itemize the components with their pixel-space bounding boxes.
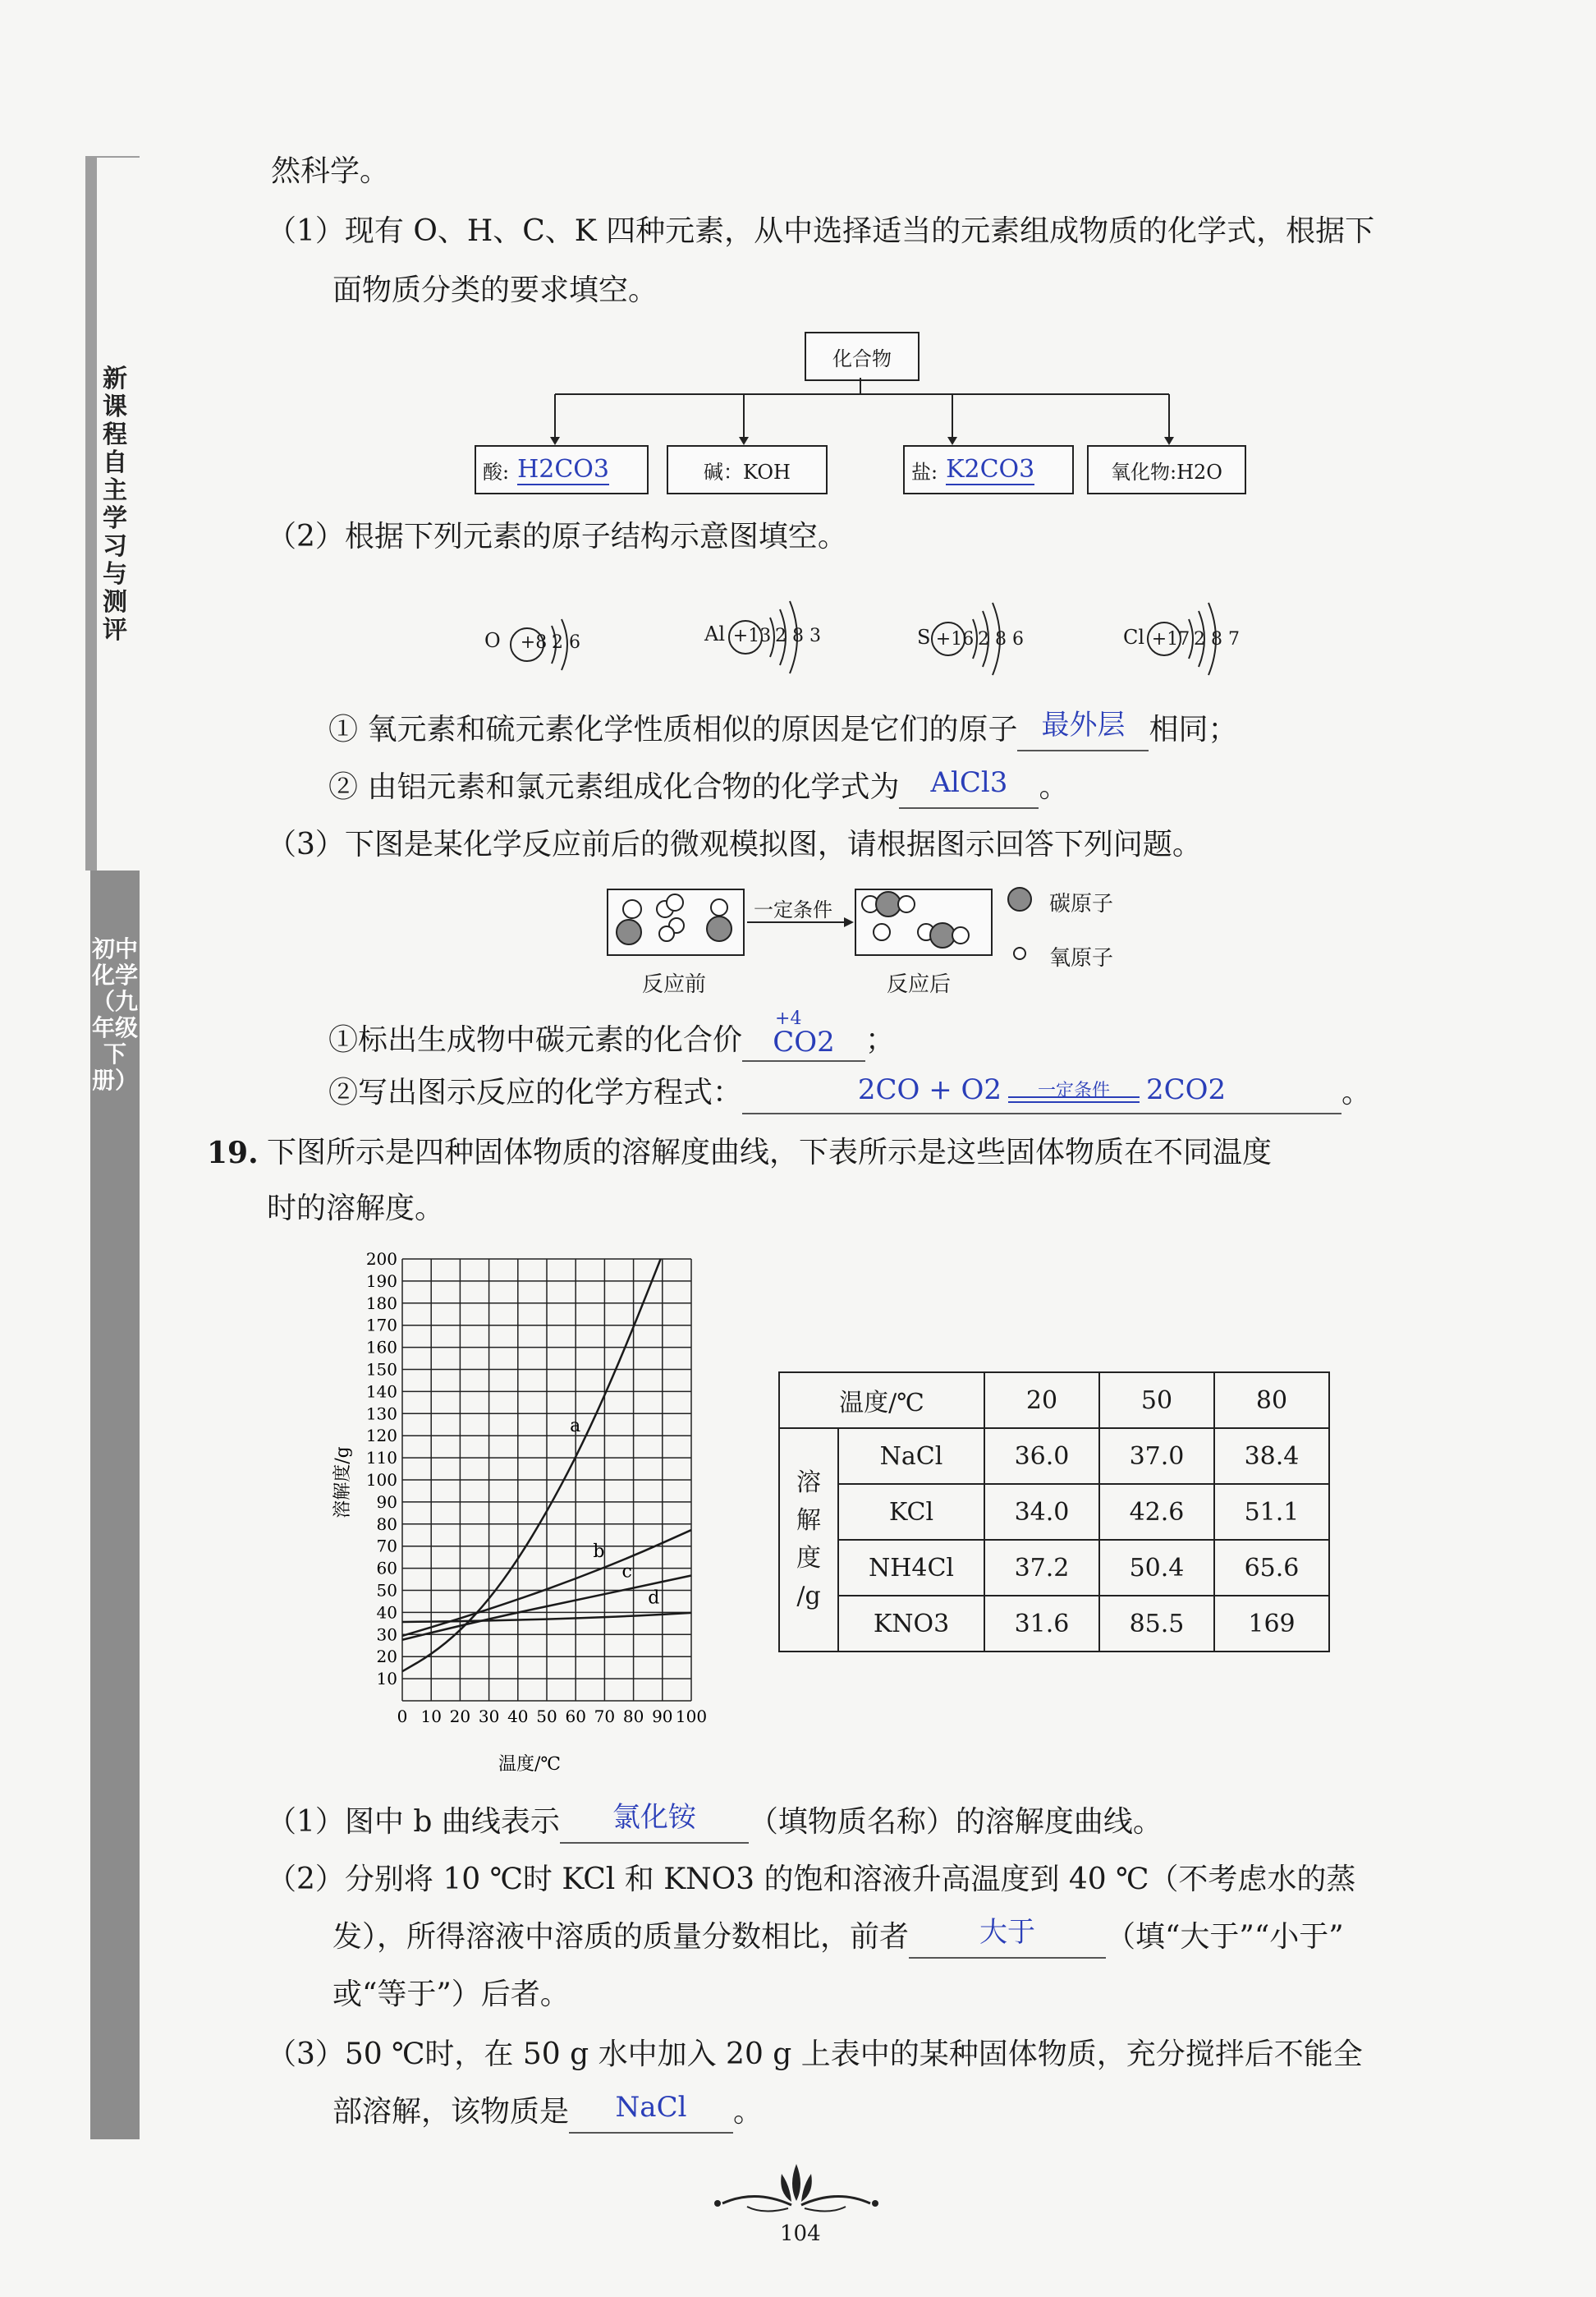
y-tick-label: 100	[365, 1470, 397, 1490]
salt-label: 盐:	[911, 460, 938, 484]
x-tick-label: 70	[594, 1707, 616, 1726]
cell: 38.4	[1214, 1428, 1329, 1484]
electron-shells: 2 6	[552, 632, 580, 653]
tree-acid	[475, 445, 649, 494]
row-name: NH4Cl	[838, 1540, 984, 1596]
curve-label-c: c	[621, 1561, 632, 1583]
atom-al	[704, 608, 869, 682]
side-char: /g	[796, 1582, 821, 1610]
acid-label: 酸:	[483, 460, 510, 484]
y-tick-label: 50	[376, 1580, 397, 1601]
atom-s	[917, 608, 1081, 682]
q19-number: 19.	[207, 1136, 259, 1170]
q19-sub2-line2	[332, 1918, 1344, 1959]
side-char: 解	[796, 1506, 821, 1535]
q2-sub1-text: ① 氧元素和硫元素化学性质相似的原因是它们的原子	[328, 713, 1018, 747]
q19-sub2-line3: 或“等于”）后者。	[332, 1978, 570, 2011]
q19-sub2-tail: （填“大于”“小于”	[1106, 1920, 1344, 1954]
atom-symbol: O	[484, 629, 501, 652]
side-char: 度	[796, 1544, 821, 1573]
atom-symbol: S	[917, 626, 931, 649]
cell: 169	[1214, 1596, 1329, 1652]
header-20: 20	[984, 1372, 1099, 1428]
q3-sub2-right: 2CO2	[1146, 1073, 1227, 1106]
equals-line-1	[1008, 1096, 1140, 1098]
atom-symbol: Cl	[1123, 626, 1145, 649]
q2-sub1-answer: 最外层	[1041, 709, 1126, 742]
atom-cl	[1123, 608, 1287, 682]
y-tick-label: 20	[376, 1647, 397, 1667]
cell: 85.5	[1099, 1596, 1214, 1652]
tree-base: 碱：KOH	[667, 445, 828, 494]
q19-sub1-answer: 氯化铵	[612, 1801, 696, 1834]
cell: 50.4	[1099, 1540, 1214, 1596]
nucleus-charge: +17	[1151, 629, 1190, 650]
q19-sub3-answer: NaCl	[615, 2091, 687, 2124]
atom-o	[484, 608, 632, 682]
q2-sub2-text: ② 由铝元素和氯元素组成化合物的化学式为	[328, 770, 900, 804]
nucleus-charge: +16	[935, 629, 975, 650]
q2-text: （2）根据下列元素的原子结构示意图填空。	[267, 520, 847, 554]
curve-label-b: b	[593, 1541, 605, 1563]
x-tick-label: 40	[507, 1707, 529, 1726]
nucleus-charge: +8	[520, 632, 548, 653]
x-tick-label: 10	[420, 1707, 442, 1726]
sidebar-top-bar	[85, 156, 97, 871]
tree-salt	[903, 445, 1074, 494]
electron-shells: 2 8 3	[775, 626, 821, 646]
x-tick-label: 20	[449, 1707, 471, 1726]
q19-text-line2: 时的溶解度。	[267, 1192, 445, 1225]
nucleus-charge: +13	[732, 626, 772, 646]
curve-label-d: d	[648, 1587, 660, 1609]
q3-sub1	[328, 1008, 896, 1062]
y-tick-label: 150	[365, 1359, 397, 1380]
y-tick-label: 30	[376, 1624, 397, 1645]
cell: 34.0	[984, 1484, 1099, 1540]
q3-sub2-blank	[742, 1073, 1341, 1114]
y-tick-label: 10	[376, 1669, 397, 1689]
page-number: 104	[780, 2221, 821, 2246]
q2-sub2-answer: AlCl3	[930, 766, 1008, 799]
y-tick-label: 200	[365, 1249, 397, 1269]
solubility-table	[778, 1371, 1330, 1652]
table-row	[779, 1428, 1329, 1484]
q3-sub2-cond: 一定条件	[1037, 1081, 1110, 1101]
q19-text-line1: 下图所示是四种固体物质的溶解度曲线，下表所示是这些固体物质在不同温度	[267, 1136, 1273, 1169]
q3-sub2-left: 2CO + O2	[857, 1073, 1002, 1106]
series-title: 新课程自主学习与测评	[103, 365, 127, 645]
q2-sub1-tail: 相同；	[1149, 713, 1238, 747]
tree-oxide: 氧化物:H2O	[1087, 445, 1246, 494]
q19-sub1-tail: （填物质名称）的溶解度曲线。	[748, 1805, 1163, 1839]
side-char: 溶	[796, 1468, 821, 1497]
y-tick-label: 130	[365, 1403, 397, 1424]
row-name: KCl	[838, 1484, 984, 1540]
electron-shells: 2 8 7	[1194, 629, 1240, 650]
q3-sub2-tail: 。	[1341, 1076, 1372, 1109]
header-80: 80	[1214, 1372, 1329, 1428]
y-tick-label: 60	[376, 1558, 397, 1578]
tree-connectors	[460, 378, 1199, 452]
equals-line-2	[1008, 1101, 1140, 1103]
q2-sub1	[328, 710, 1237, 751]
y-tick-label: 80	[376, 1514, 397, 1534]
solubility-chart	[328, 1244, 739, 1786]
cell: 51.1	[1214, 1484, 1329, 1540]
q1-text-line2: 面物质分类的要求填空。	[332, 273, 658, 307]
y-tick-label: 190	[365, 1270, 397, 1291]
q3-text: （3）下图是某化学反应前后的微观模拟图，请根据图示回答下列问题。	[267, 828, 1202, 861]
table-side-label	[779, 1428, 838, 1652]
book-title: 初中化学（九年级下册）	[92, 935, 139, 1094]
x-tick-label: 30	[478, 1707, 500, 1726]
q19-sub3-tail: 。	[733, 2095, 764, 2129]
cell: 37.0	[1099, 1428, 1214, 1484]
row-name: NaCl	[838, 1428, 984, 1484]
q19-sub3-line1: （3）50 ℃时，在 50 g 水中加入 20 g 上表中的某种固体物质，充分搅拌后不能全	[267, 2037, 1363, 2071]
y-tick-label: 140	[365, 1381, 397, 1402]
curve-label-a: a	[570, 1415, 581, 1436]
q3-sub2-text: ②写出图示反应的化学方程式：	[328, 1076, 743, 1109]
q19-sub1-blank	[560, 1803, 749, 1844]
q3-sub2	[328, 1073, 1371, 1114]
table-row	[779, 1596, 1329, 1652]
y-tick-label: 110	[365, 1448, 397, 1468]
y-tick-label: 70	[376, 1536, 397, 1556]
legend-carbon: 碳原子	[1049, 892, 1114, 917]
before-label: 反应前	[642, 972, 707, 997]
x-tick-label: 80	[622, 1707, 644, 1726]
header-temp: 温度/℃	[779, 1372, 984, 1428]
row-name: KNO3	[838, 1596, 984, 1652]
atom-diagrams	[484, 608, 1305, 698]
y-tick-label: 160	[365, 1337, 397, 1358]
q3-sub1-answer: CO2	[773, 1026, 835, 1059]
q19-sub2-blank	[909, 1918, 1106, 1959]
q19-sub2-text: 发），所得溶液中溶质的质量分数相比，前者	[332, 1920, 910, 1954]
q19-sub2-line1: （2）分别将 10 ℃时 KCl 和 KNO3 的饱和溶液升高温度到 40 ℃（不考虑水的蒸	[267, 1863, 1356, 1896]
table-row	[779, 1484, 1329, 1540]
after-label: 反应后	[887, 972, 952, 997]
q2-sub1-blank	[1017, 710, 1149, 751]
y-tick-label: 180	[365, 1293, 397, 1313]
x-axis-label: 温度/℃	[498, 1754, 562, 1775]
q19-sub3-blank	[569, 2093, 733, 2134]
q3-sub1-tail: ；	[865, 1023, 896, 1057]
salt-answer: K2CO3	[946, 454, 1035, 484]
cell: 31.6	[984, 1596, 1099, 1652]
q3-sub1-charge: +4	[775, 1008, 802, 1029]
y-tick-label: 40	[376, 1602, 397, 1623]
header-50: 50	[1099, 1372, 1214, 1428]
q3-sub1-blank	[742, 1008, 865, 1062]
electron-shells: 2 8 6	[978, 629, 1024, 650]
cell: 42.6	[1099, 1484, 1214, 1540]
x-tick-label: 50	[536, 1707, 557, 1726]
legend-oxygen: 氧原子	[1049, 946, 1114, 971]
footer-ornament	[706, 2156, 887, 2221]
table-header-row	[779, 1372, 1329, 1428]
q3-sub2-arrow	[1008, 1078, 1140, 1111]
y-tick-label: 170	[365, 1315, 397, 1335]
x-tick-label: 60	[565, 1707, 586, 1726]
atom-symbol: Al	[704, 622, 726, 645]
cell: 36.0	[984, 1428, 1099, 1484]
y-tick-label: 90	[376, 1491, 397, 1512]
q2-sub2-blank	[899, 768, 1039, 809]
reaction-condition: 一定条件	[754, 898, 832, 921]
sidebar-top-rule	[97, 156, 140, 158]
q19-sub1	[267, 1803, 1163, 1844]
acid-answer: H2CO3	[517, 454, 609, 484]
y-tick-label: 120	[365, 1426, 397, 1446]
table-row	[779, 1540, 1329, 1596]
q2-sub2-tail: 。	[1039, 770, 1069, 804]
cell: 37.2	[984, 1540, 1099, 1596]
q2-sub2	[328, 768, 1068, 809]
q3-sub1-text: ①标出生成物中碳元素的化合价	[328, 1023, 743, 1057]
x-tick-label: 100	[675, 1707, 708, 1726]
intro-line: 然科学。	[271, 154, 390, 188]
q19-sub2-answer: 大于	[979, 1916, 1036, 1949]
tree-root: 化合物	[805, 332, 920, 381]
x-tick-label: 90	[652, 1707, 673, 1726]
q19-sub3-line2	[332, 2093, 763, 2134]
q19-sub1-text: （1）图中 b 曲线表示	[267, 1805, 560, 1839]
cell: 65.6	[1214, 1540, 1329, 1596]
y-axis-label: 溶解度/g	[332, 1446, 353, 1518]
x-tick-label: 0	[397, 1707, 408, 1726]
q1-text-line1: （1）现有 O、H、C、K 四种元素，从中选择适当的元素组成物质的化学式，根据下	[267, 214, 1375, 248]
q19-sub3-text: 部溶解，该物质是	[332, 2095, 570, 2129]
